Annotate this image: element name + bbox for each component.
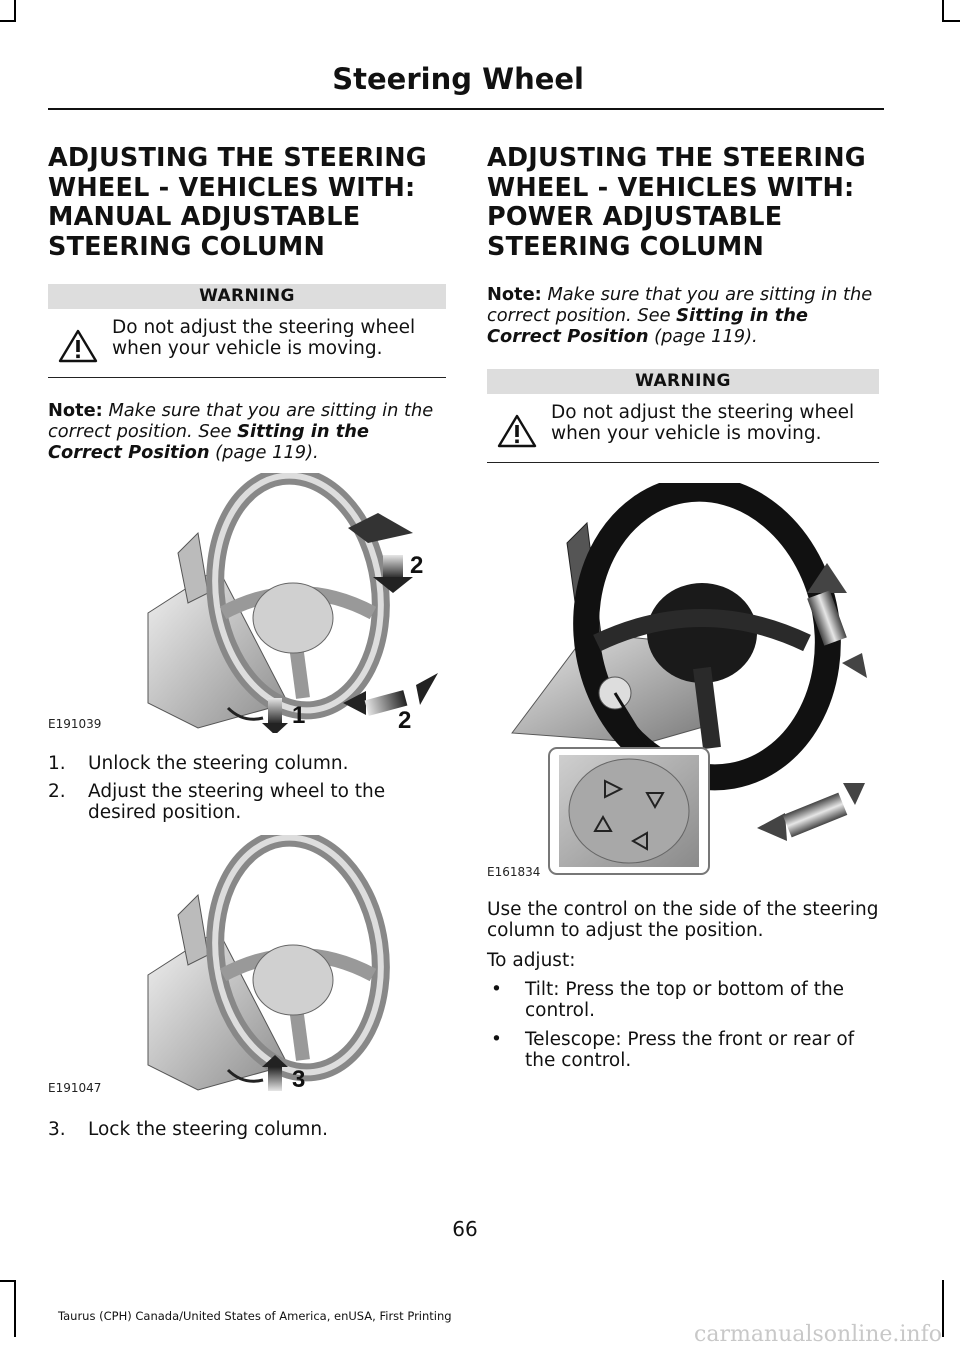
steering-wheel-illustration xyxy=(487,483,879,881)
watermark: carmanualsonline.info xyxy=(694,1322,942,1347)
left-column xyxy=(48,144,446,1147)
figure-manual-lock xyxy=(48,835,446,1097)
list-item: 1. Unlock the steering column. xyxy=(48,753,349,774)
step-list xyxy=(48,753,446,823)
note: Note: Make sure that you are sitting in the correct position. See Sitting in the Correct Position (page 119). xyxy=(48,400,434,463)
steering-wheel-illustration xyxy=(48,835,446,1097)
list-item: • Telescope: Press the front or rear of the control. xyxy=(491,1029,855,1071)
warning-triangle-icon xyxy=(58,329,98,363)
cross-reference-link[interactable]: Sitting in the Correct Position xyxy=(487,305,808,347)
crop-mark xyxy=(942,20,960,22)
list-item: 2. Adjust the steering wheel to the desired position. xyxy=(48,781,386,823)
body-text: Use the control on the side of the steering column to adjust the position. xyxy=(487,899,879,941)
section-heading-manual: ADJUSTING THE STEERING WHEEL - VEHICLES WITH: MANUAL ADJUSTABLE STEERING COLUMN xyxy=(48,143,427,262)
crop-mark xyxy=(14,1280,16,1337)
warning-label: WARNING xyxy=(48,284,446,309)
bullet-list xyxy=(487,979,879,1071)
figure-callout: 2 xyxy=(410,552,424,579)
list-item: 3. Lock the steering column. xyxy=(48,1119,329,1140)
steering-wheel-illustration xyxy=(48,473,446,733)
crop-mark xyxy=(942,0,944,22)
section-heading-power: ADJUSTING THE STEERING WHEEL - VEHICLES WITH: POWER ADJUSTABLE STEERING COLUMN xyxy=(487,143,866,262)
warning-triangle-icon xyxy=(497,414,537,448)
page-header xyxy=(48,60,884,110)
figure-code: E191047 xyxy=(48,1081,102,1095)
note: Note: Make sure that you are sitting in the correct position. See Sitting in the Correct Position (page 119). xyxy=(487,284,873,347)
figure-manual-unlock xyxy=(48,473,446,733)
figure-callout: 1 xyxy=(292,702,306,729)
page-number: 66 xyxy=(452,1217,478,1241)
cross-reference-link[interactable]: Sitting in the Correct Position xyxy=(48,421,369,463)
list-item: • Tilt: Press the top or bottom of the control. xyxy=(491,979,845,1021)
body-text: To adjust: xyxy=(487,950,576,971)
warning-text: Do not adjust the steering wheel when your vehicle is moving. xyxy=(112,317,416,359)
warning-text: Do not adjust the steering wheel when your vehicle is moving. xyxy=(551,402,855,444)
page-title: Steering Wheel xyxy=(332,62,584,96)
crop-mark xyxy=(942,1280,944,1337)
figure-code: E161834 xyxy=(487,865,541,879)
figure-power-column xyxy=(487,483,879,881)
figure-callout: 2 xyxy=(398,707,412,733)
warning-box xyxy=(48,284,446,378)
warning-label: WARNING xyxy=(487,369,879,394)
footer-text: Taurus (CPH) Canada/United States of America, enUSA, First Printing xyxy=(58,1309,452,1323)
warning-box xyxy=(487,369,879,463)
crop-mark xyxy=(0,1280,16,1282)
right-column xyxy=(487,144,879,1079)
step-list xyxy=(48,1119,446,1140)
figure-code: E191039 xyxy=(48,717,102,731)
crop-mark xyxy=(14,0,16,22)
crop-mark xyxy=(0,20,16,22)
figure-callout: 3 xyxy=(292,1066,306,1093)
